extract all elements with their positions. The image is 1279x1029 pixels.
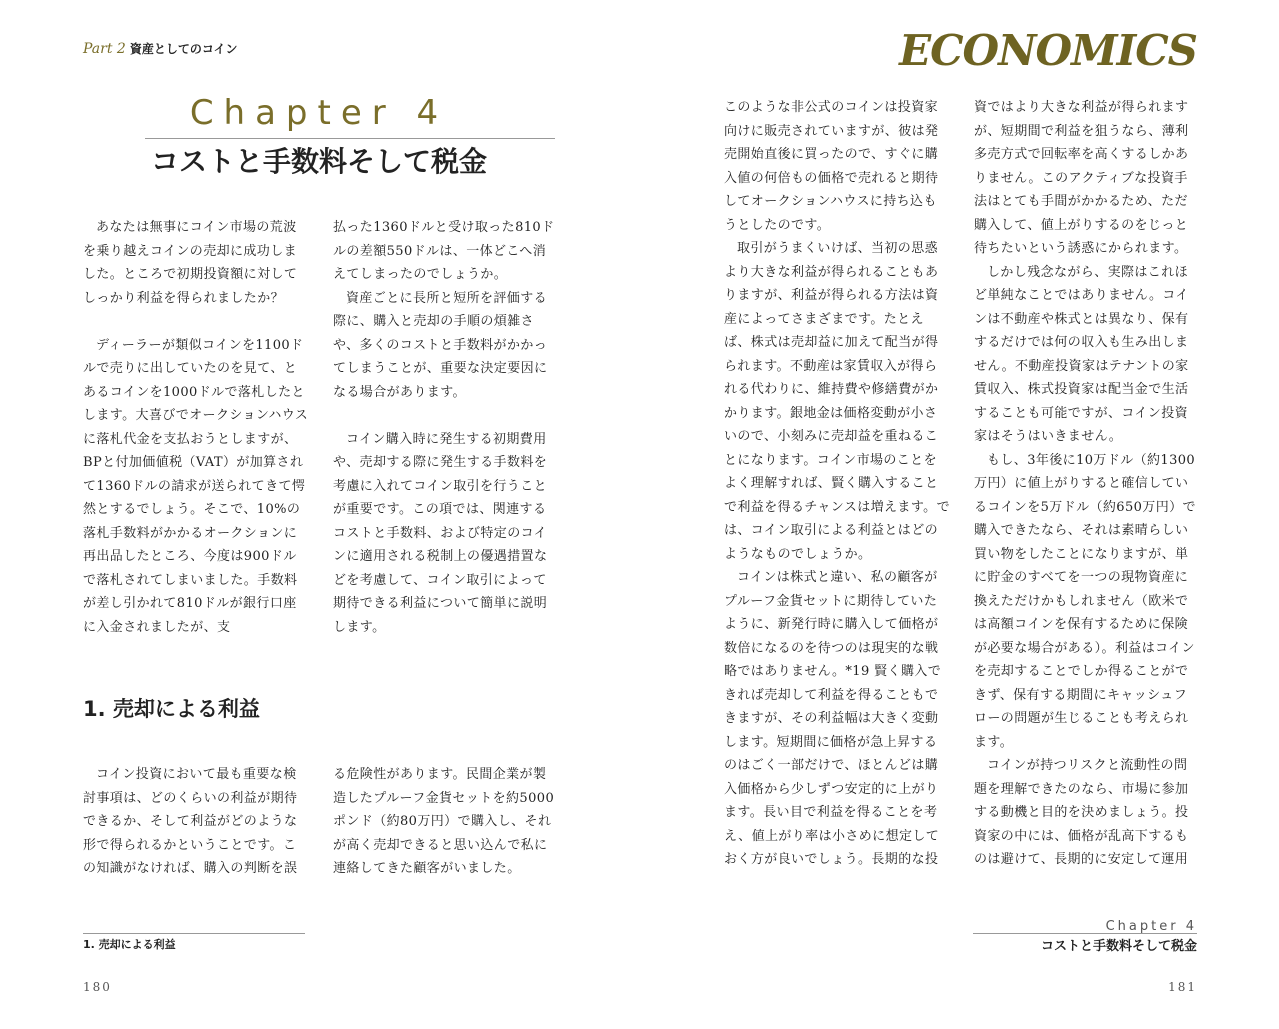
footer-chapter-title: コストと手数料そして税金 xyxy=(1040,939,1197,954)
right-page-column-1 xyxy=(724,96,950,872)
paragraph: コインは株式と違い、私の顧客がプルーフ金貨セットに期待していたように、新発行時に購入して価格が数倍になるのを待つのは現実的な戦略ではありません。*19 賢く購入できれば売却して利益を得ることもできますが、その利益幅は大きく変動します。短期間に価格が急上昇するのはごく一部だけで、ほとんどは購入価格から少しずつ安定的に上がります。長い目で利益を得ることを考え、値上がり率は小さめに想定しておく方が良いでしょう。長期的な投 xyxy=(724,570,942,867)
part-label: Part 2 xyxy=(83,41,126,57)
paragraph: 取引がうまくいけば、当初の思惑より大きな利益が得られることもありますが、利益が得られる方法は資産によってさまざまです。たとえば、株式は売却益に加えて配当が得られます。不動産は家賃収入が得られる代わりに、維持費や修繕費がかかります。銀地金は価格変動が小さいので、小刻みに売却益を重ねることになります。コイン市場のことをよく理解すれば、賢く購入することで利益を得るチャンスは増えます。では、コイン取引による利益とはどのようなものでしょうか。 xyxy=(724,241,950,562)
left-page-column-4 xyxy=(333,763,559,881)
economics-logo: ECONOMICS xyxy=(899,26,1197,75)
paragraph: このような非公式のコインは投資家向けに販売されていますが、彼は発売開始直後に買ったので、すぐに購入値の何倍もの価格で売れると期待してオークションハウスに持ち込もうとしたのです。 xyxy=(724,100,939,233)
section-heading: 1. 売却による利益 xyxy=(83,697,260,721)
paragraph: コイン投資において最も重要な検討事項は、どのくらいの利益が期待できるか、そして利益がどのような形で得られるかということです。この知識がなければ、購入の判断を誤 xyxy=(83,767,298,876)
running-header xyxy=(83,40,237,57)
chapter-label: Chapter 4 xyxy=(189,93,449,133)
chapter-title: コストと手数料そして税金 xyxy=(150,145,487,178)
part-title: 資産としてのコイン xyxy=(129,42,238,56)
paragraph: ディーラーが類似コインを1100ドルで売りに出していたのを見て、とあるコインを1000ドルで落札したとします。大喜びでオークションハウスに落札代金を支払おうとしますが、BPと付加価値税（VAT）が加算されて1360ドルの請求が送られてきて愕然とするでしょう。そこで、10%の落札手数料がかかるオークションに再出品したところ、今度は900ドルで落札されてしまいました。手数料が差し引かれて810ドルが銀行口座に入金されましたが、支 xyxy=(83,337,309,635)
paragraph: コインが持つリスクと流動性の問題を理解できたのなら、市場に参加する動機と目的を決めましょう。投資家の中には、価格が乱高下するものは避けて、長期的に安定して運用 xyxy=(974,758,1189,867)
paragraph: る危険性があります。民間企業が製造したプルーフ金貨セットを約5000ポンド（約80万円）で購入し、それが高く売却できると思い込んで私に連絡してきた顧客がいました。 xyxy=(333,767,555,876)
footer-chapter-label: Chapter 4 xyxy=(1105,919,1197,934)
right-page-column-2 xyxy=(974,96,1200,872)
paragraph: 資ではより大きな利益が得られますが、短期間で利益を狙うなら、薄利多売方式で回転率を高くするしかありません。このアクティブな投資手法はとても手間がかかるため、ただ購入して、値上がりするのをじっと待ちたいという誘惑にかられます。 xyxy=(974,100,1189,256)
footer-divider-left xyxy=(83,933,305,934)
paragraph: 払った1360ドルと受け取った810ドルの差額550ドルは、一体どこへ消えてしまったのでしょうか。 xyxy=(333,220,555,282)
paragraph: しかし残念ながら、実際はこれほど単純なことではありません。コインは不動産や株式とは異なり、保有するだけでは何の収入も生み出しません。不動産投資家はテナントの家賃収入、株式投資家は配当金で生活することも可能ですが、コイン投資家はそうはいきません。 xyxy=(974,264,1189,444)
paragraph-spacer xyxy=(333,404,559,428)
footer-divider-right xyxy=(973,933,1197,934)
footer-section-label: 1. 売却による利益 xyxy=(83,938,176,951)
page-number-left: 180 xyxy=(83,980,112,994)
left-page-column-1 xyxy=(83,216,309,639)
left-page-column-3 xyxy=(83,763,309,881)
paragraph-spacer xyxy=(83,310,309,334)
paragraph: 資産ごとに長所と短所を評価する際に、購入と売却の手順の煩雑さや、多くのコストと手数料がかかってしまうことが、重要な決定要因になる場合があります。 xyxy=(333,290,548,400)
left-page-column-2 xyxy=(333,216,559,639)
paragraph: あなたは無事にコイン市場の荒波を乗り越えコインの売却に成功しました。ところで初期投資額に対してしっかり利益を得られましたか？ xyxy=(83,220,298,306)
page-number-right: 181 xyxy=(1168,980,1197,994)
paragraph: もし、3年後に10万ドル（約1300万円）に値上がりすると確信しているコインを5万ドル（約650万円）で購入できたなら、それは素晴らしい買い物をしたことになりますが、単に貯金のすべてを一つの現物資産に換えただけかもしれません（欧米では高額コインを保有するために保険が必要な場合がある）。利益はコインを売却することでしか得ることができず、保有する期間にキャッシュフローの問題が生じることも考えられます。 xyxy=(974,452,1196,750)
chapter-divider xyxy=(145,138,555,139)
paragraph: コイン購入時に発生する初期費用や、売却する際に発生する手数料を考慮に入れてコイン取引を行うことが重要です。この項では、関連するコストと手数料、および特定のコインに適用される税制上の優遇措置などを考慮して、コイン取引によって期待できる利益について簡単に説明します。 xyxy=(333,431,548,635)
